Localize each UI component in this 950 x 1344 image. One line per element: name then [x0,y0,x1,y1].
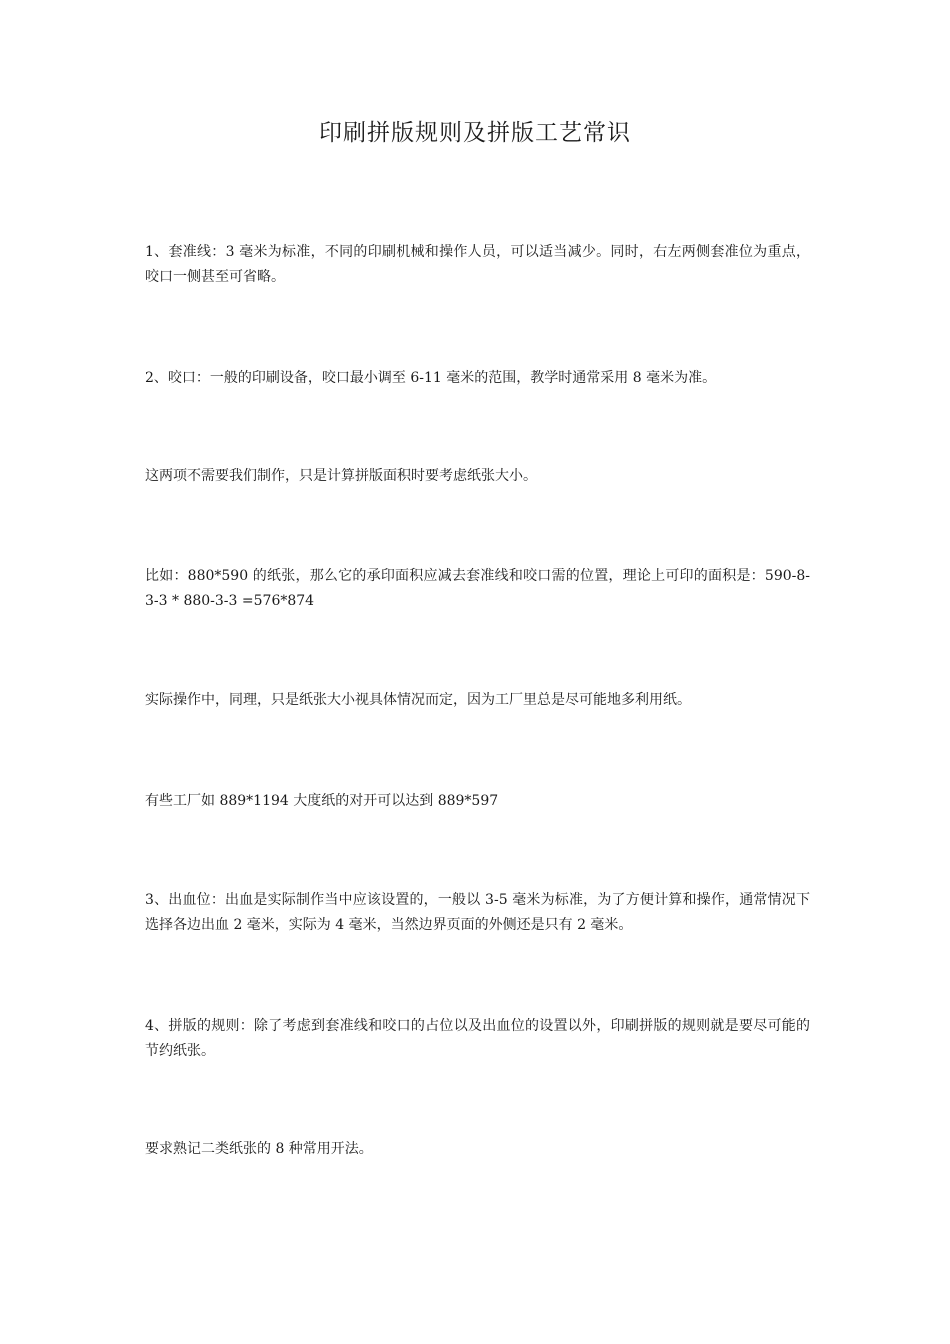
paragraph-requirement: 要求熟记二类纸张的 8 种常用开法。 [145,1141,373,1157]
paragraph-bleed: 3、出血位：出血是实际制作当中应该设置的，一般以 3-5 毫米为标准，为了方便计算和操作，通常情况下选择各边出血 2 毫米，实际为 4 毫米，当然边界页面的外侧还是只有 2 毫米。 [145,892,810,933]
paragraph-factory-example: 有些工厂如 889*1194 大度纸的对开可以达到 889*597 [145,793,499,809]
paragraph-imposition-rules: 4、拼版的规则：除了考虑到套准线和咬口的占位以及出血位的设置以外，印刷拼版的规则就是要尽可能的节约纸张。 [145,1018,810,1059]
document-title: 印刷拼版规则及拼版工艺常识 [319,120,631,146]
paragraph-example: 比如：880*590 的纸张，那么它的承印面积应减去套准线和咬口需的位置，理论上可印的面积是：590-8-3-3 * 880-3-3 =576*874 [145,568,810,609]
paragraph-note: 这两项不需要我们制作，只是计算拼版面积时要考虑纸张大小。 [145,468,537,484]
paragraph-practice: 实际操作中，同理，只是纸张大小视具体情况而定，因为工厂里总是尽可能地多利用纸。 [145,692,691,708]
paragraph-gripper-edge: 2、咬口：一般的印刷设备，咬口最小调至 6-11 毫米的范围，教学时通常采用 8 毫米为准。 [145,370,717,386]
paragraph-registration-marks: 1、套准线：3 毫米为标准，不同的印刷机械和操作人员，可以适当减少。同时，右左两侧套准位为重点，咬口一侧甚至可省略。 [145,244,810,285]
